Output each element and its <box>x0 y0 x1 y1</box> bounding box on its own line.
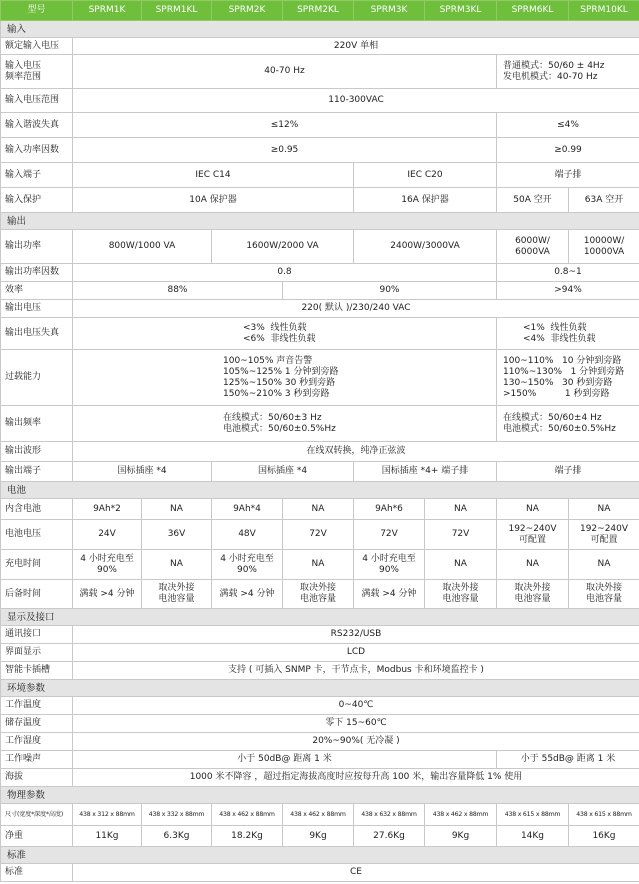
header-sprm3k: SPRM3K <box>354 1 425 21</box>
cell-value: 438 x 462 x 88mm <box>212 804 283 826</box>
cell-value: 10000W/ 10000VA <box>569 230 639 264</box>
cell-value: ≥0.99 <box>497 138 639 163</box>
cell-value: 取决外接 电池容量 <box>142 580 212 609</box>
cell-value: 国标插座 *4 <box>73 462 212 482</box>
cell-value: 800W/1000 VA <box>73 230 212 264</box>
cell-value: <1% 线性负载 <4% 非线性负载 <box>497 318 639 350</box>
row-input-pf <box>1 138 639 163</box>
cell-value: 438 x 462 x 88mm <box>283 804 354 826</box>
row-net-weight <box>1 826 639 847</box>
row-output-terminal <box>1 462 639 482</box>
cell-value: 438 x 312 x 88mm <box>73 804 142 826</box>
row-overload <box>1 350 639 406</box>
header-sprm10kl: SPRM10KL <box>569 1 639 21</box>
cell-value: NA <box>569 499 639 520</box>
cell-value: 满载 >4 分钟 <box>354 580 425 609</box>
cell-value: 0.8~1 <box>497 264 639 282</box>
cell-value: 63A 空开 <box>569 188 639 213</box>
row-rated-input-voltage <box>1 38 639 55</box>
header-sprm1kl: SPRM1KL <box>142 1 212 21</box>
row-noise <box>1 751 639 769</box>
row-output-waveform <box>1 442 639 462</box>
cell-value: NA <box>425 499 497 520</box>
cell-value: 国标插座 *4 <box>212 462 354 482</box>
cell-value: 满载 >4 分钟 <box>73 580 142 609</box>
cell-value: 110-300VAC <box>73 89 639 113</box>
row-label: 效率 <box>1 282 73 300</box>
cell-value: RS232/USB <box>73 626 639 644</box>
row-internal-battery <box>1 499 639 520</box>
cell-value: 0~40℃ <box>73 697 639 715</box>
cell-value: 48V <box>212 520 283 550</box>
cell-value: NA <box>569 550 639 580</box>
cell-value: 零下 15~60℃ <box>73 715 639 733</box>
cell-value: 国标插座 *4+ 端子排 <box>354 462 497 482</box>
row-label: 界面显示 <box>1 644 73 662</box>
cell-value: 9Ah*6 <box>354 499 425 520</box>
cell-value: 16Kg <box>569 826 639 847</box>
row-label: 智能卡插槽 <box>1 662 73 680</box>
cell-value: NA <box>425 550 497 580</box>
row-label: 储存温度 <box>1 715 73 733</box>
row-label: 输入端子 <box>1 163 73 188</box>
cell-value: 27.6Kg <box>354 826 425 847</box>
row-label: 净重 <box>1 826 73 847</box>
row-output-distortion <box>1 318 639 350</box>
cell-value: 支持 ( 可插入 SNMP 卡，干节点卡，Modbus 卡和环境监控卡 ) <box>73 662 639 680</box>
section-display <box>1 609 639 626</box>
row-label: 输入保护 <box>1 188 73 213</box>
row-efficiency <box>1 282 639 300</box>
cell-value: LCD <box>73 644 639 662</box>
row-label: 过载能力 <box>1 350 73 406</box>
row-battery-voltage <box>1 520 639 550</box>
row-label: 工作温度 <box>1 697 73 715</box>
row-comm-port <box>1 626 639 644</box>
section-battery <box>1 482 639 499</box>
section-title: 显示及接口 <box>1 609 639 626</box>
cell-value: IEC C14 <box>73 163 354 188</box>
row-label: 输入电压范围 <box>1 89 73 113</box>
row-label: 输出电压 <box>1 300 73 318</box>
row-charge-time <box>1 550 639 580</box>
cell-value: NA <box>142 499 212 520</box>
row-label: 输出波形 <box>1 442 73 462</box>
cell-value: NA <box>497 499 569 520</box>
cell-value: 192~240V 可配置 <box>497 520 569 550</box>
cell-value: 220( 默认 )/230/240 VAC <box>73 300 639 318</box>
cell-value: 4 小时充电至 90% <box>212 550 283 580</box>
row-label: 输入功率因数 <box>1 138 73 163</box>
row-label: 工作噪声 <box>1 751 73 769</box>
section-title: 输出 <box>1 213 639 230</box>
section-title: 环境参数 <box>1 680 639 697</box>
cell-value: 满载 >4 分钟 <box>212 580 283 609</box>
header-sprm2kl: SPRM2KL <box>283 1 354 21</box>
cell-value: 端子排 <box>497 163 639 188</box>
cell-value: NA <box>142 550 212 580</box>
cell-value: 端子排 <box>497 462 639 482</box>
cell-value: 在线双转换，纯净正弦波 <box>73 442 639 462</box>
cell-value: 取决外接 电池容量 <box>425 580 497 609</box>
cell-value: NA <box>283 550 354 580</box>
row-smart-slot <box>1 662 639 680</box>
row-label: 输出频率 <box>1 406 73 442</box>
cell-value: NA <box>283 499 354 520</box>
cell-value: 18.2Kg <box>212 826 283 847</box>
cell-value: 10A 保护器 <box>73 188 354 213</box>
cell-value: 438 x 615 x 88mm <box>497 804 569 826</box>
cell-value: 438 x 615 x 88mm <box>569 804 639 826</box>
cell-value: 100~110% 10 分钟到旁路 110%~130% 1 分钟到旁路 130~150% 30 秒到旁路 >150% 1 秒到旁路 <box>497 350 639 406</box>
cell-value: ≤12% <box>73 113 497 138</box>
section-env <box>1 680 639 697</box>
row-input-protection <box>1 188 639 213</box>
row-label: 通讯接口 <box>1 626 73 644</box>
cell-value: 在线模式：50/60±4 Hz 电池模式：50/60±0.5%Hz <box>497 406 639 442</box>
row-output-power <box>1 230 639 264</box>
row-input-terminal <box>1 163 639 188</box>
row-label: 输入电压 频率范围 <box>1 55 73 89</box>
cell-value: 小于 55dB@ 距离 1 米 <box>497 751 639 769</box>
cell-value: 192~240V 可配置 <box>569 520 639 550</box>
section-title: 标准 <box>1 847 639 864</box>
row-input-frequency <box>1 55 639 89</box>
cell-value: 9Ah*4 <box>212 499 283 520</box>
cell-value: 9Kg <box>425 826 497 847</box>
cell-value: ≥0.95 <box>73 138 497 163</box>
cell-value: 50A 空开 <box>497 188 569 213</box>
cell-value: 72V <box>354 520 425 550</box>
cell-value: 88% <box>73 282 283 300</box>
cell-value: 72V <box>283 520 354 550</box>
row-backup-time <box>1 580 639 609</box>
row-output-voltage <box>1 300 639 318</box>
cell-value: NA <box>497 550 569 580</box>
cell-value: 438 x 332 x 88mm <box>142 804 212 826</box>
cell-value: 24V <box>73 520 142 550</box>
cell-value: 小于 50dB@ 距离 1 米 <box>73 751 497 769</box>
header-sprm1k: SPRM1K <box>73 1 142 21</box>
section-input <box>1 21 639 38</box>
section-output <box>1 213 639 230</box>
section-title: 输入 <box>1 21 639 38</box>
cell-value: 11Kg <box>73 826 142 847</box>
section-title: 物理参数 <box>1 787 639 804</box>
cell-value: 6.3Kg <box>142 826 212 847</box>
cell-value: 4 小时充电至 90% <box>73 550 142 580</box>
row-label: 标准 <box>1 864 73 882</box>
row-label: 输出功率 <box>1 230 73 264</box>
cell-value: 4 小时充电至 90% <box>354 550 425 580</box>
cell-value: 在线模式：50/60±3 Hz 电池模式：50/60±0.5%Hz <box>73 406 497 442</box>
cell-value: 16A 保护器 <box>354 188 497 213</box>
cell-value: 取决外接 电池容量 <box>569 580 639 609</box>
row-label: 额定输入电压 <box>1 38 73 55</box>
row-label: 输出功率因数 <box>1 264 73 282</box>
row-input-voltage-range <box>1 89 639 113</box>
section-title: 电池 <box>1 482 639 499</box>
header-model: 型号 <box>1 1 73 21</box>
cell-value: 14Kg <box>497 826 569 847</box>
row-label: 工作湿度 <box>1 733 73 751</box>
section-physical <box>1 787 639 804</box>
row-display <box>1 644 639 662</box>
cell-value: CE <box>73 864 639 882</box>
row-storage-temp <box>1 715 639 733</box>
row-dimensions <box>1 804 639 826</box>
header-sprm2k: SPRM2K <box>212 1 283 21</box>
cell-value: 0.8 <box>73 264 497 282</box>
cell-value: 取决外接 电池容量 <box>283 580 354 609</box>
row-label: 内含电池 <box>1 499 73 520</box>
cell-value: 90% <box>283 282 497 300</box>
row-input-thd <box>1 113 639 138</box>
cell-value: 100~105% 声音告警 105%~125% 1 分钟到旁路 125%~150% 30 秒到旁路 150%~210% 3 秒到旁路 <box>73 350 497 406</box>
cell-value: 220V 单相 <box>73 38 639 55</box>
cell-value: 438 x 462 x 88mm <box>425 804 497 826</box>
header-sprm3kl: SPRM3KL <box>425 1 497 21</box>
row-humidity <box>1 733 639 751</box>
row-label: 海拔 <box>1 769 73 787</box>
row-label: 输出电压失真 <box>1 318 73 350</box>
row-work-temp <box>1 697 639 715</box>
row-standard <box>1 864 639 882</box>
cell-value: 40-70 Hz <box>73 55 497 89</box>
cell-value: ≤4% <box>497 113 639 138</box>
row-altitude <box>1 769 639 787</box>
cell-value: 2400W/3000VA <box>354 230 497 264</box>
row-label: 输入谐波失真 <box>1 113 73 138</box>
row-label: 电池电压 <box>1 520 73 550</box>
cell-value: 取决外接 电池容量 <box>497 580 569 609</box>
cell-value: 1600W/2000 VA <box>212 230 354 264</box>
cell-value: 9Ah*2 <box>73 499 142 520</box>
section-standard <box>1 847 639 864</box>
row-output-frequency <box>1 406 639 442</box>
header-row <box>1 1 639 21</box>
header-sprm6kl: SPRM6KL <box>497 1 569 21</box>
cell-value: 438 x 632 x 88mm <box>354 804 425 826</box>
row-label: 输出端子 <box>1 462 73 482</box>
cell-value: 普通模式：50/60 ± 4Hz 发电机模式：40-70 Hz <box>497 55 639 89</box>
cell-value: 72V <box>425 520 497 550</box>
cell-value: 36V <box>142 520 212 550</box>
cell-value: 9Kg <box>283 826 354 847</box>
row-label: 充电时间 <box>1 550 73 580</box>
cell-value: <3% 线性负载 <6% 非线性负载 <box>73 318 497 350</box>
cell-value: 1000 米不降容 ，超过指定海拔高度时应按每升高 100 米，输出容量降低 1% 使用 <box>73 769 639 787</box>
row-output-pf <box>1 264 639 282</box>
row-label: 尺寸(宽度*深度*高度) <box>1 804 73 826</box>
cell-value: 6000W/ 6000VA <box>497 230 569 264</box>
cell-value: 20%~90%( 无冷凝 ) <box>73 733 639 751</box>
row-label: 后备时间 <box>1 580 73 609</box>
cell-value: >94% <box>497 282 639 300</box>
cell-value: IEC C20 <box>354 163 497 188</box>
